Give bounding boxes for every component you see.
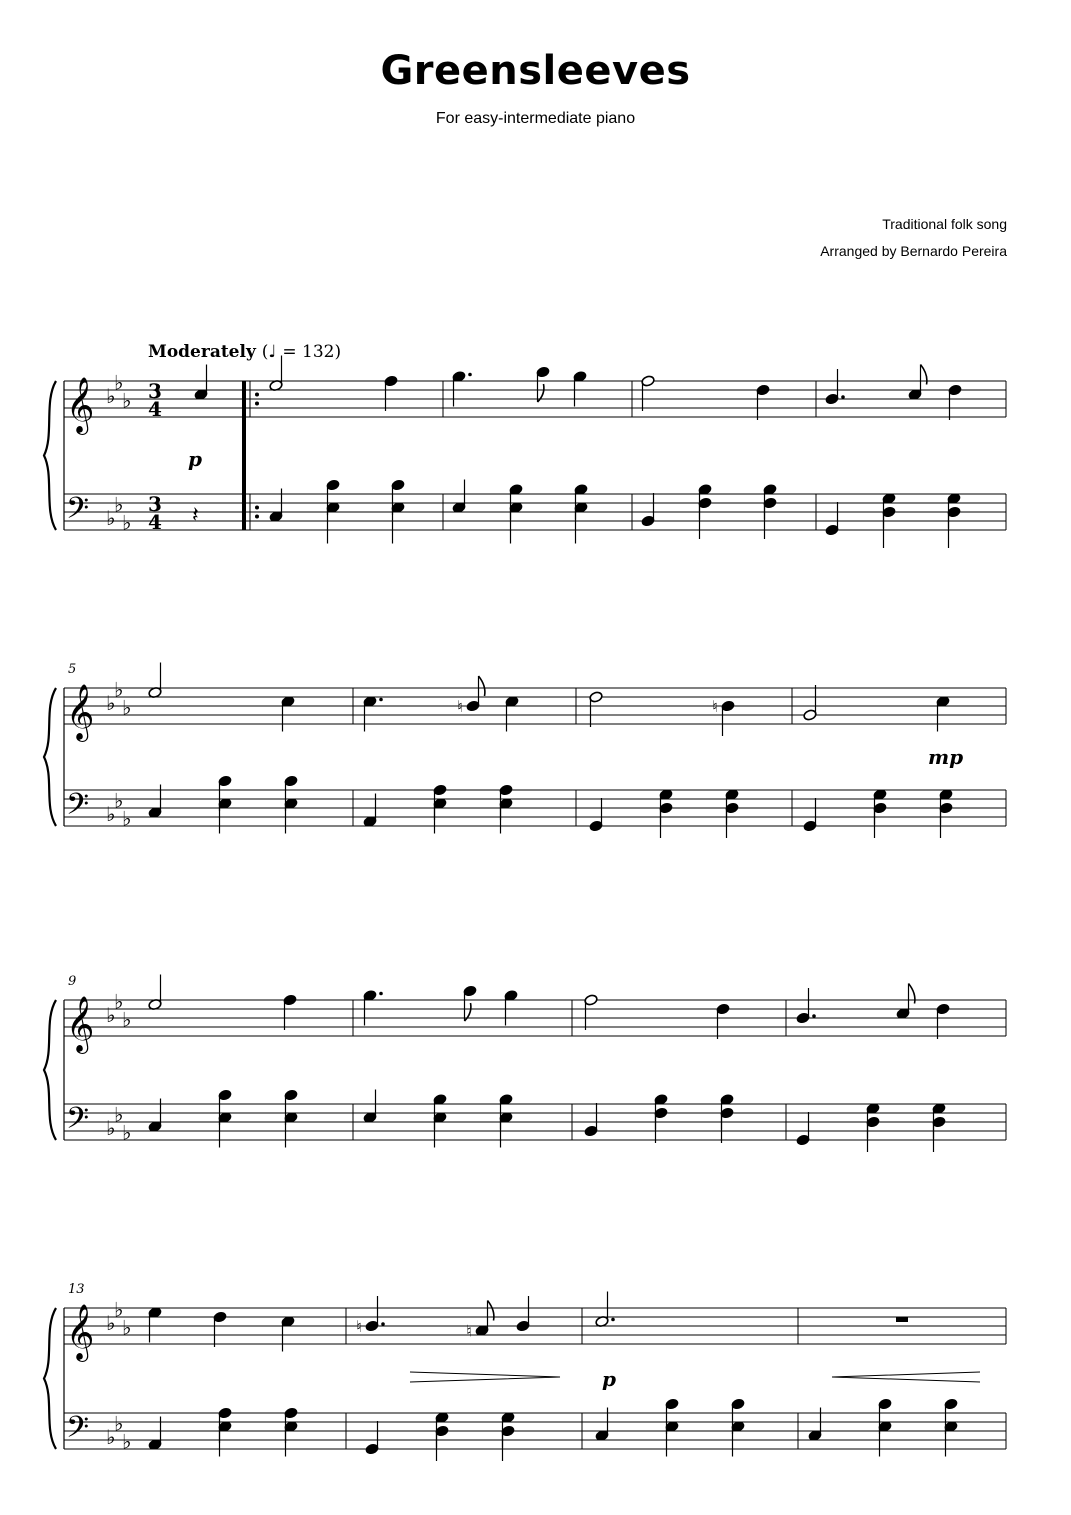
score-title: Greensleeves: [380, 48, 691, 94]
measure-number: 9: [68, 974, 77, 989]
treble-clef-icon: 𝄞: [66, 996, 95, 1052]
bass-clef-icon: 𝄢: [66, 492, 90, 533]
natural-icon: ♮: [356, 1317, 362, 1336]
flat-icon: ♭: [122, 1315, 132, 1340]
time-signature-bottom: 4: [148, 510, 162, 534]
flat-icon: ♭: [106, 384, 116, 408]
flat-icon: ♭: [122, 1120, 132, 1145]
composer-credit: Traditional folk song: [882, 216, 1007, 232]
repeat-dot: [255, 402, 259, 406]
whole-rest-icon: [896, 1317, 908, 1322]
augmentation-dot: [812, 1014, 816, 1018]
tempo-text: Moderately: [148, 342, 256, 362]
time-signature-top: 3: [148, 492, 162, 516]
brace: [44, 1000, 56, 1140]
flat-icon: ♭: [114, 1411, 124, 1436]
treble-clef-icon: 𝄞: [66, 684, 95, 740]
tempo-bpm: = 132): [282, 342, 342, 362]
eighth-flag: [479, 676, 485, 696]
flat-icon: ♭: [114, 1297, 124, 1322]
flat-icon: ♭: [114, 989, 124, 1014]
natural-icon: ♮: [457, 697, 463, 716]
time-signature-top: 3: [148, 379, 162, 403]
measure-number: 5: [68, 662, 77, 677]
flat-icon: ♭: [106, 506, 116, 530]
bass-clef-icon: 𝄢: [66, 1411, 90, 1452]
treble-clef-icon: 𝄞: [66, 1304, 95, 1360]
augmentation-dot: [379, 698, 383, 702]
augmentation-dot: [468, 373, 472, 377]
flat-icon: ♭: [122, 806, 132, 831]
repeat-dot: [255, 393, 259, 397]
flat-icon: ♭: [106, 1003, 116, 1027]
augmentation-dot: [379, 992, 383, 996]
augmentation-dot: [611, 1318, 615, 1322]
brace: [44, 1308, 56, 1449]
flat-icon: ♭: [114, 492, 124, 517]
treble-clef-icon: 𝄞: [66, 377, 95, 433]
dynamic-p: p: [188, 447, 202, 471]
arranger-credit: Arranged by Bernardo Pereira: [820, 243, 1007, 259]
flat-icon: ♭: [122, 695, 132, 720]
brace: [44, 381, 56, 530]
flat-icon: ♭: [106, 1425, 116, 1449]
quarter-note-icon: ♩: [268, 342, 277, 362]
flat-icon: ♭: [114, 677, 124, 702]
score-subtitle: For easy-intermediate piano: [435, 110, 636, 127]
measure-number: 13: [68, 1282, 85, 1297]
bass-clef-icon: 𝄢: [66, 1102, 90, 1143]
flat-icon: ♭: [106, 802, 116, 826]
brace: [44, 688, 56, 826]
flat-icon: ♭: [122, 510, 132, 535]
flat-icon: ♭: [122, 1429, 132, 1454]
natural-icon: ♮: [466, 1321, 472, 1341]
augmentation-dot: [841, 395, 845, 399]
flat-icon: ♭: [122, 1007, 132, 1032]
flat-icon: ♭: [122, 388, 132, 413]
augmentation-dot: [381, 1322, 385, 1326]
repeat-thick-bar: [242, 381, 246, 530]
dynamic-p: p: [602, 1367, 616, 1391]
repeat-dot: [255, 515, 259, 519]
natural-icon: ♮: [712, 697, 718, 716]
repeat-dot: [255, 506, 259, 510]
flat-icon: ♭: [114, 1102, 124, 1127]
bass-clef-icon: 𝄢: [66, 788, 90, 829]
flat-icon: ♭: [114, 370, 124, 395]
decrescendo-hairpin: [410, 1372, 560, 1382]
flat-icon: ♭: [106, 691, 116, 715]
flat-icon: ♭: [106, 1116, 116, 1140]
crescendo-hairpin: [832, 1372, 980, 1382]
tempo-open-paren: (: [261, 342, 269, 362]
flat-icon: ♭: [106, 1311, 116, 1335]
time-signature-bottom: 4: [148, 397, 162, 421]
dynamic-mp: mp: [928, 745, 964, 769]
flat-icon: ♭: [114, 788, 124, 813]
quarter-rest-icon: 𝄽: [192, 503, 199, 528]
